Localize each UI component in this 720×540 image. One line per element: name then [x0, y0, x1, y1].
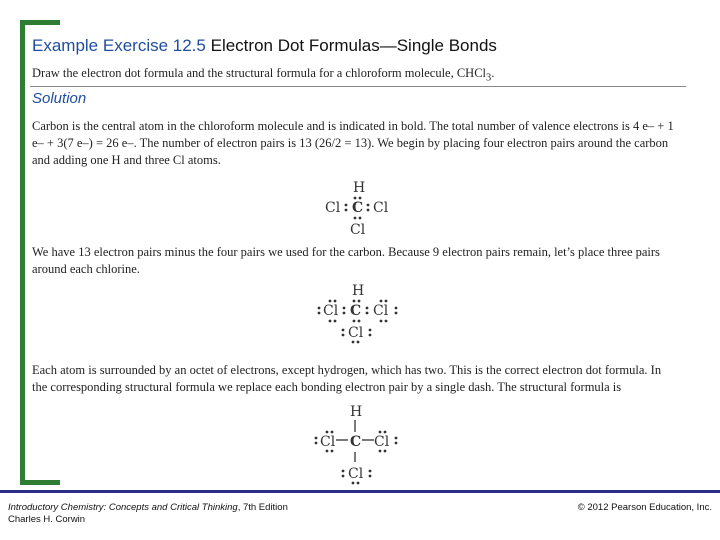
paragraph-1: Carbon is the central atom in the chloroform molecule and is indicated in bold. The total number of valence electrons is 4 e– + 1 e– + 3(7 e–) = 26 e–. The number of electron pairs is 13 (26/2 = 13). We begin by placing four electron pairs around the carbon and adding one H and three Cl atoms.	[32, 119, 674, 167]
dot-structure-initial	[318, 178, 398, 240]
book-title: Introductory Chemistry: Concepts and Critical Thinking	[8, 502, 238, 513]
atom-cl-left: Cl	[323, 303, 339, 319]
atom-c: C	[350, 303, 362, 319]
atom-cl-right: Cl	[373, 303, 389, 319]
book-author: Charles H. Corwin	[8, 514, 86, 525]
copyright: © 2012 Pearson Education, Inc.	[577, 502, 712, 513]
footer-credits	[8, 502, 288, 526]
dot-structure-complete	[312, 280, 404, 346]
atom-cl-bottom: Cl	[350, 222, 366, 238]
divider	[30, 86, 686, 87]
page-title	[32, 36, 497, 56]
footer-rule	[0, 490, 720, 493]
atom-cl-bottom: Cl	[348, 325, 364, 341]
book-edition: , 7th Edition	[237, 502, 288, 513]
solution-heading: Solution	[32, 90, 87, 107]
atom-cl-right: Cl	[373, 200, 389, 216]
atom-cl-bottom: Cl	[348, 466, 364, 482]
prompt-end: .	[491, 66, 495, 80]
atom-cl-left: Cl	[325, 200, 341, 216]
atom-c: C	[350, 434, 362, 450]
prompt-text: Draw the electron dot formula and the structural formula for a chloroform molecule, CHCl	[32, 66, 487, 80]
atom-c: C	[352, 200, 364, 216]
atom-h: H	[352, 283, 365, 299]
atom-cl-left: Cl	[320, 434, 336, 450]
prompt-subscript: 3	[486, 72, 492, 84]
atom-cl-right: Cl	[374, 434, 390, 450]
green-bracket-top	[20, 20, 60, 25]
structural-formula	[308, 400, 408, 486]
exercise-label: Example Exercise 12.5	[32, 36, 206, 55]
paragraph-3: Each atom is surrounded by an octet of electrons, except hydrogen, which has two. This is the correct electron dot formula. In the corresponding structural formula we replace each bonding electron pair by a single dash. The structural formula is	[32, 363, 662, 394]
green-bracket-vertical	[20, 20, 25, 485]
green-bracket-bottom	[20, 480, 60, 485]
atom-h: H	[353, 180, 366, 196]
exercise-prompt	[32, 66, 494, 84]
atom-h: H	[350, 404, 363, 420]
paragraph-2: We have 13 electron pairs minus the four pairs we used for the carbon. Because 9 electron pairs remain, let’s place three pairs around each chlorine.	[32, 245, 660, 276]
exercise-topic: Electron Dot Formulas—Single Bonds	[210, 36, 497, 55]
